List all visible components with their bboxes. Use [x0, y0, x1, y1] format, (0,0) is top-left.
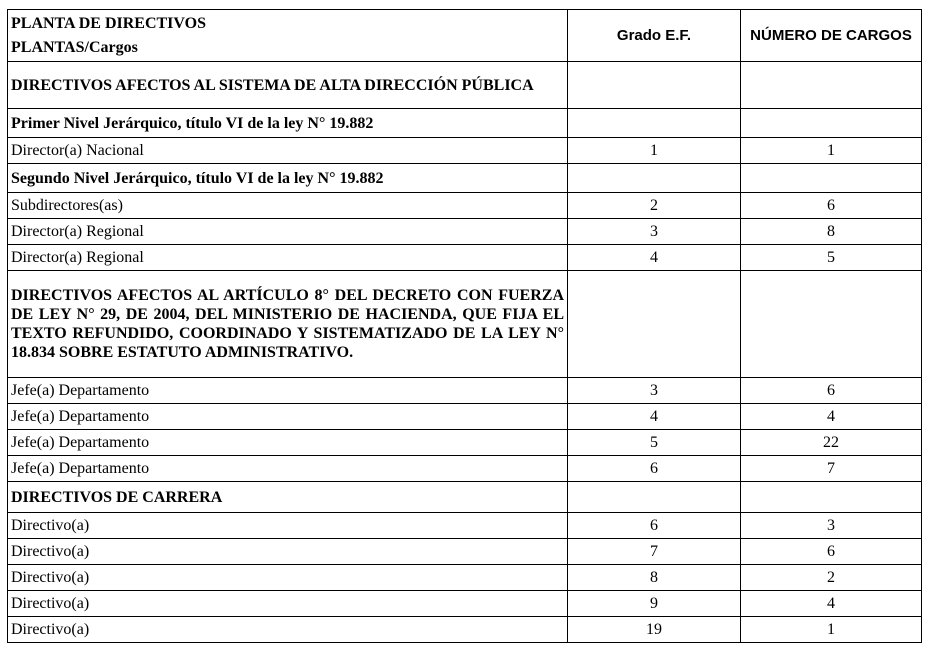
- table-row: [8, 591, 922, 617]
- row-grado: [568, 109, 741, 138]
- row-numero: 1: [741, 617, 922, 643]
- row-label: Directivo(a): [8, 591, 568, 617]
- row-numero: 6: [741, 378, 922, 404]
- row-grado: [568, 271, 741, 378]
- row-grado: 1: [568, 138, 741, 164]
- header-numero: NÚMERO DE CARGOS: [741, 10, 922, 62]
- row-numero: [741, 164, 922, 193]
- table-row: [8, 245, 922, 271]
- row-label: Directivo(a): [8, 617, 568, 643]
- planta-directivos-table: [7, 9, 922, 643]
- row-numero: 6: [741, 539, 922, 565]
- row-grado: 9: [568, 591, 741, 617]
- row-label: Subdirectores(as): [8, 193, 568, 219]
- row-numero: [741, 482, 922, 513]
- row-numero: 22: [741, 430, 922, 456]
- row-numero: 5: [741, 245, 922, 271]
- row-numero: 8: [741, 219, 922, 245]
- row-grado: 8: [568, 565, 741, 591]
- row-label: Director(a) Regional: [8, 219, 568, 245]
- row-label: Jefe(a) Departamento: [8, 430, 568, 456]
- table-body: [8, 10, 922, 643]
- row-grado: [568, 164, 741, 193]
- table-row: [8, 430, 922, 456]
- table-row: [8, 565, 922, 591]
- header-title-line2: PLANTAS/Cargos: [11, 38, 138, 56]
- table-row: [8, 164, 922, 193]
- table-row: [8, 539, 922, 565]
- row-grado: 3: [568, 378, 741, 404]
- table-row: [8, 456, 922, 482]
- row-label: DIRECTIVOS AFECTOS AL ARTÍCULO 8° DEL DECRETO CON FUERZA DE LEY N° 29, DE 2004, DEL MINISTERIO DE HACIENDA, QUE FIJA EL TEXTO REFUNDIDO, COORDINADO Y SISTEMATIZADO DE LA LEY N° 18.834 SOBRE ESTATUTO ADMINISTRATIVO.: [8, 271, 568, 378]
- row-grado: 19: [568, 617, 741, 643]
- row-grado: [568, 482, 741, 513]
- row-numero: 3: [741, 513, 922, 539]
- row-numero: 4: [741, 591, 922, 617]
- row-label: Jefe(a) Departamento: [8, 378, 568, 404]
- row-grado: 7: [568, 539, 741, 565]
- row-grado: 5: [568, 430, 741, 456]
- header-grado: Grado E.F.: [568, 10, 741, 62]
- row-numero: 4: [741, 404, 922, 430]
- row-grado: 2: [568, 193, 741, 219]
- table-row: [8, 271, 922, 378]
- row-label: Segundo Nivel Jerárquico, título VI de la ley N° 19.882: [8, 164, 568, 193]
- row-label: Primer Nivel Jerárquico, título VI de la ley N° 19.882: [8, 109, 568, 138]
- row-numero: 7: [741, 456, 922, 482]
- row-numero: 1: [741, 138, 922, 164]
- row-numero: [741, 109, 922, 138]
- row-label: Director(a) Regional: [8, 245, 568, 271]
- header-title-line1: PLANTA DE DIRECTIVOS: [11, 14, 206, 32]
- row-grado: [568, 62, 741, 109]
- header-title-cell: [8, 10, 568, 62]
- row-numero: 2: [741, 565, 922, 591]
- table-row: [8, 617, 922, 643]
- table-row: [8, 482, 922, 513]
- table-row: [8, 404, 922, 430]
- row-label: Directivo(a): [8, 565, 568, 591]
- row-label: Directivo(a): [8, 539, 568, 565]
- table-row: [8, 109, 922, 138]
- header-row: [8, 10, 922, 62]
- row-label: Directivo(a): [8, 513, 568, 539]
- row-grado: 4: [568, 245, 741, 271]
- row-grado: 6: [568, 456, 741, 482]
- table-row: [8, 138, 922, 164]
- row-label: Jefe(a) Departamento: [8, 404, 568, 430]
- row-label: DIRECTIVOS AFECTOS AL SISTEMA DE ALTA DIRECCIÓN PÚBLICA: [8, 62, 568, 109]
- row-label: DIRECTIVOS DE CARRERA: [8, 482, 568, 513]
- row-numero: 6: [741, 193, 922, 219]
- row-label: Director(a) Nacional: [8, 138, 568, 164]
- table-row: [8, 513, 922, 539]
- row-grado: 4: [568, 404, 741, 430]
- table-row: [8, 219, 922, 245]
- row-numero: [741, 271, 922, 378]
- table-row: [8, 62, 922, 109]
- row-label: Jefe(a) Departamento: [8, 456, 568, 482]
- row-grado: 3: [568, 219, 741, 245]
- table-row: [8, 378, 922, 404]
- row-grado: 6: [568, 513, 741, 539]
- table-row: [8, 193, 922, 219]
- row-numero: [741, 62, 922, 109]
